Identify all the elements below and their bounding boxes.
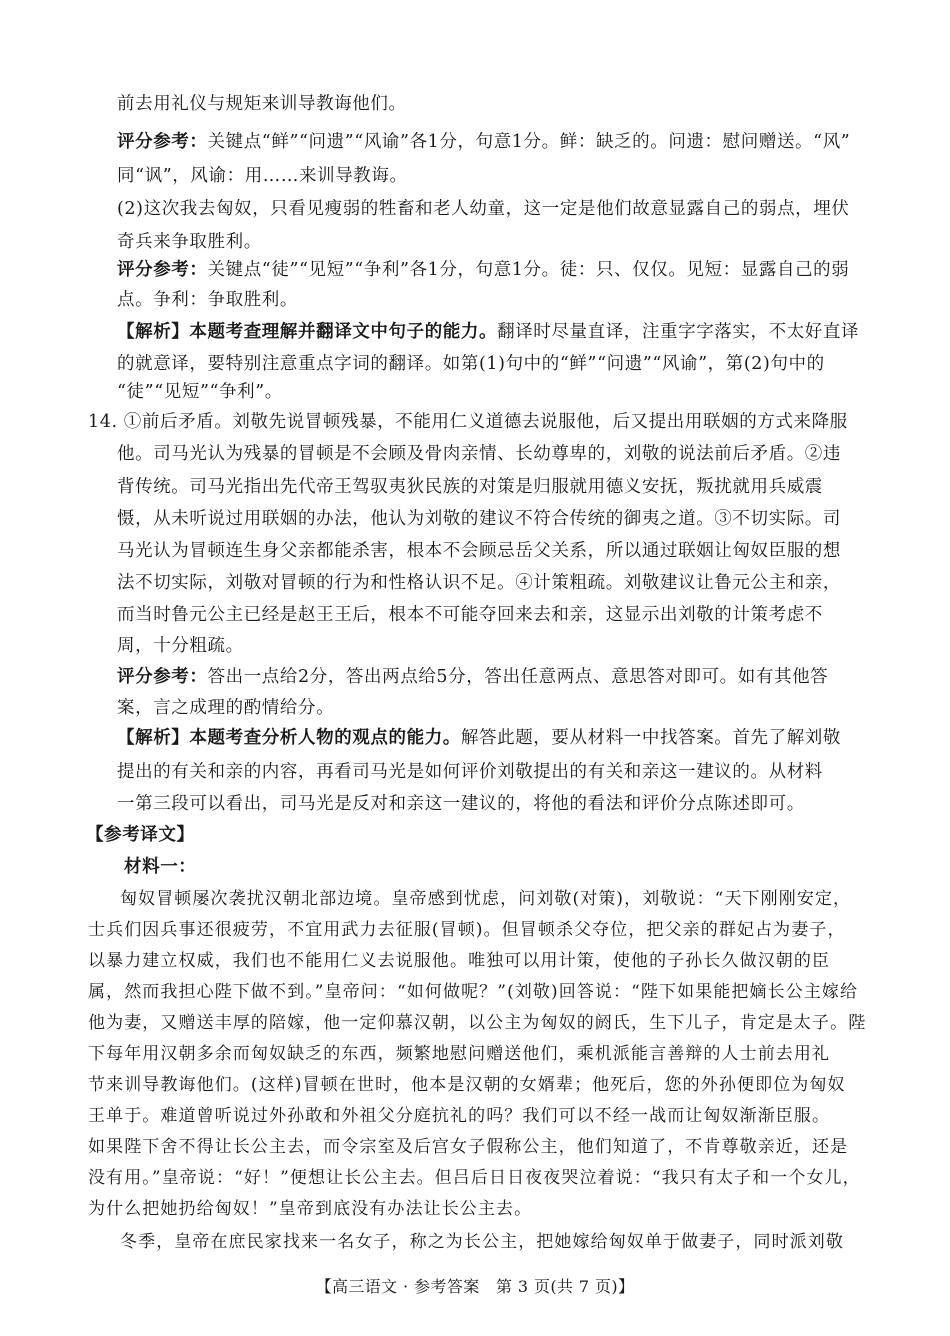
analysis-text: 解答此题，要从材料一中找答案。首先了解刘敬	[460, 728, 842, 748]
translation-line: 节来训导教诲他们。(这样)冒顿在世时，他本是汉朝的女婿辈；他死后，您的外孙便即位为匈奴	[88, 1075, 846, 1095]
translation-line: 冬季，皇帝在庶民家找来一名女子，称之为长公主，把她嫁给匈奴单于做妻子，同时派刘敬	[120, 1232, 844, 1252]
text-line: 周，十分粗疏。	[117, 636, 244, 656]
text-line: (2)这次我去匈奴，只看见瘦弱的牲畜和老人幼童，这一定是他们故意显露自己的弱点，埋伏	[117, 199, 850, 219]
translation-heading: 【参考译文】	[86, 825, 195, 845]
scoring-line	[117, 258, 849, 282]
text-line: 而当时鲁元公主已经是赵王王后，根本不可能夺回来去和亲，这显示出刘敬的计策考虑不	[117, 605, 823, 625]
page-footer	[0, 1274, 950, 1297]
scoring-text: 答出一点给2分，答出两点给5分，答出任意两点、意思答对即可。如有其他答	[207, 667, 829, 687]
text-line: 背传统。司马光指出先代帝王驾驭夷狄民族的对策是归服就用德义安抚，叛扰就用兵威震	[117, 477, 823, 497]
text-line: 案，言之成理的酌情给分。	[117, 698, 335, 718]
text-line: 的就意译，要特别注意重点字词的翻译。如第(1)句中的“鲜”“问遗”“风谕”，第(2)句中的	[117, 354, 825, 374]
analysis-line	[117, 726, 841, 750]
scoring-line	[117, 130, 850, 154]
analysis-text: 翻译时尽量直译，注重字字落实，不太好直译	[497, 322, 860, 342]
question-14-line: 14. ①前后矛盾。刘敬先说冒顿残暴，不能用仁义道德去说服他，后又提出用联姻的方式来降服	[88, 412, 848, 432]
text-line: “徒”“见短”“争利”。	[117, 382, 283, 402]
scoring-label: 评分参考：	[117, 132, 208, 152]
translation-line: 下每年用汉朝多余而匈奴缺乏的东西，频繁地慰问赠送他们，乘机派能言善辩的人士前去用礼	[88, 1044, 831, 1064]
text-line: 法不切实际，刘敬对冒顿的行为和性格认识不足。④计策粗疏。刘敬建议让鲁元公主和亲，	[117, 573, 841, 593]
text-line: 一第三段可以看出，司马光是反对和亲这一建议的，将他的看法和评价分点陈述即可。	[117, 794, 805, 814]
analysis-label: 【解析】本题考查理解并翻译文中句子的能力。	[117, 322, 498, 342]
text-line: 前去用礼仪与规矩来训导教诲他们。	[117, 94, 407, 114]
material-heading: 材料一：	[124, 857, 197, 877]
translation-line: 士兵们因兵事还很疲劳，不宜用武力去征服(冒顿)。但冒顿杀父夺位，把父亲的群妃占为妻子，	[88, 920, 846, 940]
text-line: 提出的有关和亲的内容，再看司马光是如何评价刘敬提出的有关和亲这一建议的。从材料	[117, 762, 823, 782]
text-line: 奇兵来争取胜利。	[117, 232, 262, 252]
text-line: 马光认为冒顿连生身父亲都能杀害，根本不会顾忌岳父关系，所以通过联姻让匈奴臣服的想	[117, 541, 841, 561]
footer-text: 【高三语文 · 参考答案 第 3 页(共 7 页)】	[315, 1277, 635, 1296]
translation-line: 以暴力建立权威，我们也不能用仁义去说服他。唯独可以用计策，使他的子孙长久做汉朝的臣	[88, 951, 831, 971]
translation-line: 如果陛下舍不得让长公主去，而令宗室及后宫女子假称公主，他们知道了，不肯尊敬亲近，还是	[88, 1137, 849, 1157]
text-line: 慑，从未听说过用联姻的办法，他认为刘敬的建议不符合传统的御夷之道。③不切实际。司	[117, 509, 841, 529]
text-line: 点。争利：争取胜利。	[117, 290, 298, 310]
translation-line: 他为妻，又赠送丰厚的陪嫁，他一定仰慕汉朝，以公主为匈奴的阏氏，生下儿子，肯定是太子。陛	[88, 1013, 867, 1033]
text-line: 他。司马光认为残暴的冒顿是不会顾及骨肉亲情、长幼尊卑的，刘敬的说法前后矛盾。②违	[117, 444, 841, 464]
translation-line: 属，然而我担心陛下做不到。”皇帝问：“如何做呢？”(刘敬)回答说：“陛下如果能把嫡长公主嫁给	[88, 982, 859, 1002]
translation-line: 为什么把她扔给匈奴！”皇帝到底没有办法让长公主去。	[88, 1199, 533, 1219]
translation-line: 匈奴冒顿屡次袭扰汉朝北部边境。皇帝感到忧虑，问刘敬(对策)，刘敬说：“天下刚刚安定，	[120, 889, 852, 909]
scoring-label: 评分参考：	[117, 667, 208, 687]
translation-line: 没有用。”皇帝说：“好！”便想让长公主去。但吕后日日夜夜哭泣着说：“我只有太子和一个女儿，	[88, 1168, 861, 1188]
scoring-label: 评分参考：	[117, 260, 208, 280]
scoring-text: 关键点“鲜”“问遗”“风谕”各1分，句意1分。鲜：缺乏的。问遗：慰问赠送。“风”	[207, 132, 851, 152]
scoring-text: 关键点“徒”“见短”“争利”各1分，句意1分。徒：只、仅仅。见短：显露自己的弱	[207, 260, 850, 280]
text-line: 同“讽”，风谕：用……来训导教诲。	[117, 166, 408, 186]
analysis-label: 【解析】本题考查分析人物的观点的能力。	[117, 728, 461, 748]
analysis-line	[117, 320, 859, 344]
scoring-line	[117, 665, 828, 689]
translation-line: 王单于。难道曾听说过外孙敢和外祖父分庭抗礼的吗？我们可以不经一战而让匈奴渐渐臣服。	[88, 1106, 831, 1126]
